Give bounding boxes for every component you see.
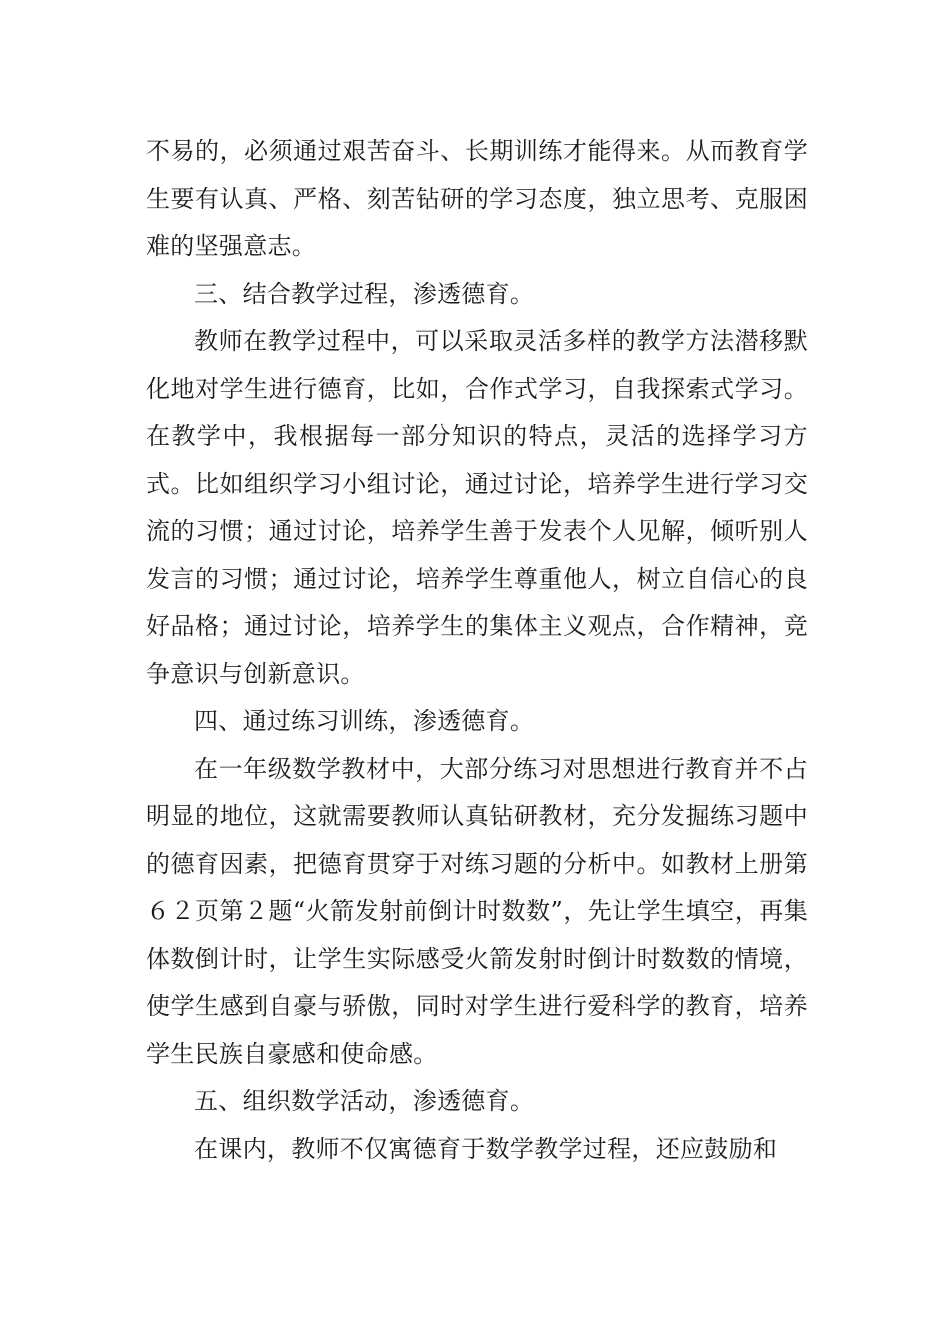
section-heading-3: 三、结合教学过程，渗透德育。	[194, 279, 535, 308]
paragraph-math-activities: 在课内，教师不仅寓德育于数学教学过程，还应鼓励和	[194, 1134, 778, 1163]
paragraph-continuation: 不易的，必须通过艰苦奋斗、长期训练才能得来。从而教育学生要有认真、严格、刻苦钻研的学习态度，独立思考、克服困难的坚强意志。	[146, 137, 808, 260]
document-body	[146, 128, 808, 1173]
paragraph-practice-training: 在一年级数学教材中，大部分练习对思想进行教育并不占明显的地位，这就需要教师认真钻研教材，充分发掘练习题中的德育因素，把德育贯穿于对练习题的分析中。如教材上册第６２页第２题“火箭发射前倒计时数数”，先让学生填空，再集体数倒计时，让学生实际感受火箭发射时倒计时数数的情境，使学生感到自豪与骄傲，同时对学生进行爱科学的教育，培养学生民族自豪感和使命感。	[146, 754, 808, 1068]
section-heading-4: 四、通过练习训练，渗透德育。	[194, 707, 535, 735]
paragraph-teaching-process: 教师在教学过程中，可以采取灵活多样的教学方法潜移默化地对学生进行德育，比如，合作式学习，自我探索式学习。在教学中，我根据每一部分知识的特点，灵活的选择学习方式。比如组织学习小组讨论，通过讨论，培养学生进行学习交流的习惯；通过讨论，培养学生善于发表个人见解，倾听别人发言的习惯；通过讨论，培养学生尊重他人，树立自信心的良好品格；通过讨论，培养学生的集体主义观点，合作精神，竞争意识与创新意识。	[146, 327, 808, 688]
section-heading-5: 五、组织数学活动，渗透德育。	[194, 1087, 535, 1115]
